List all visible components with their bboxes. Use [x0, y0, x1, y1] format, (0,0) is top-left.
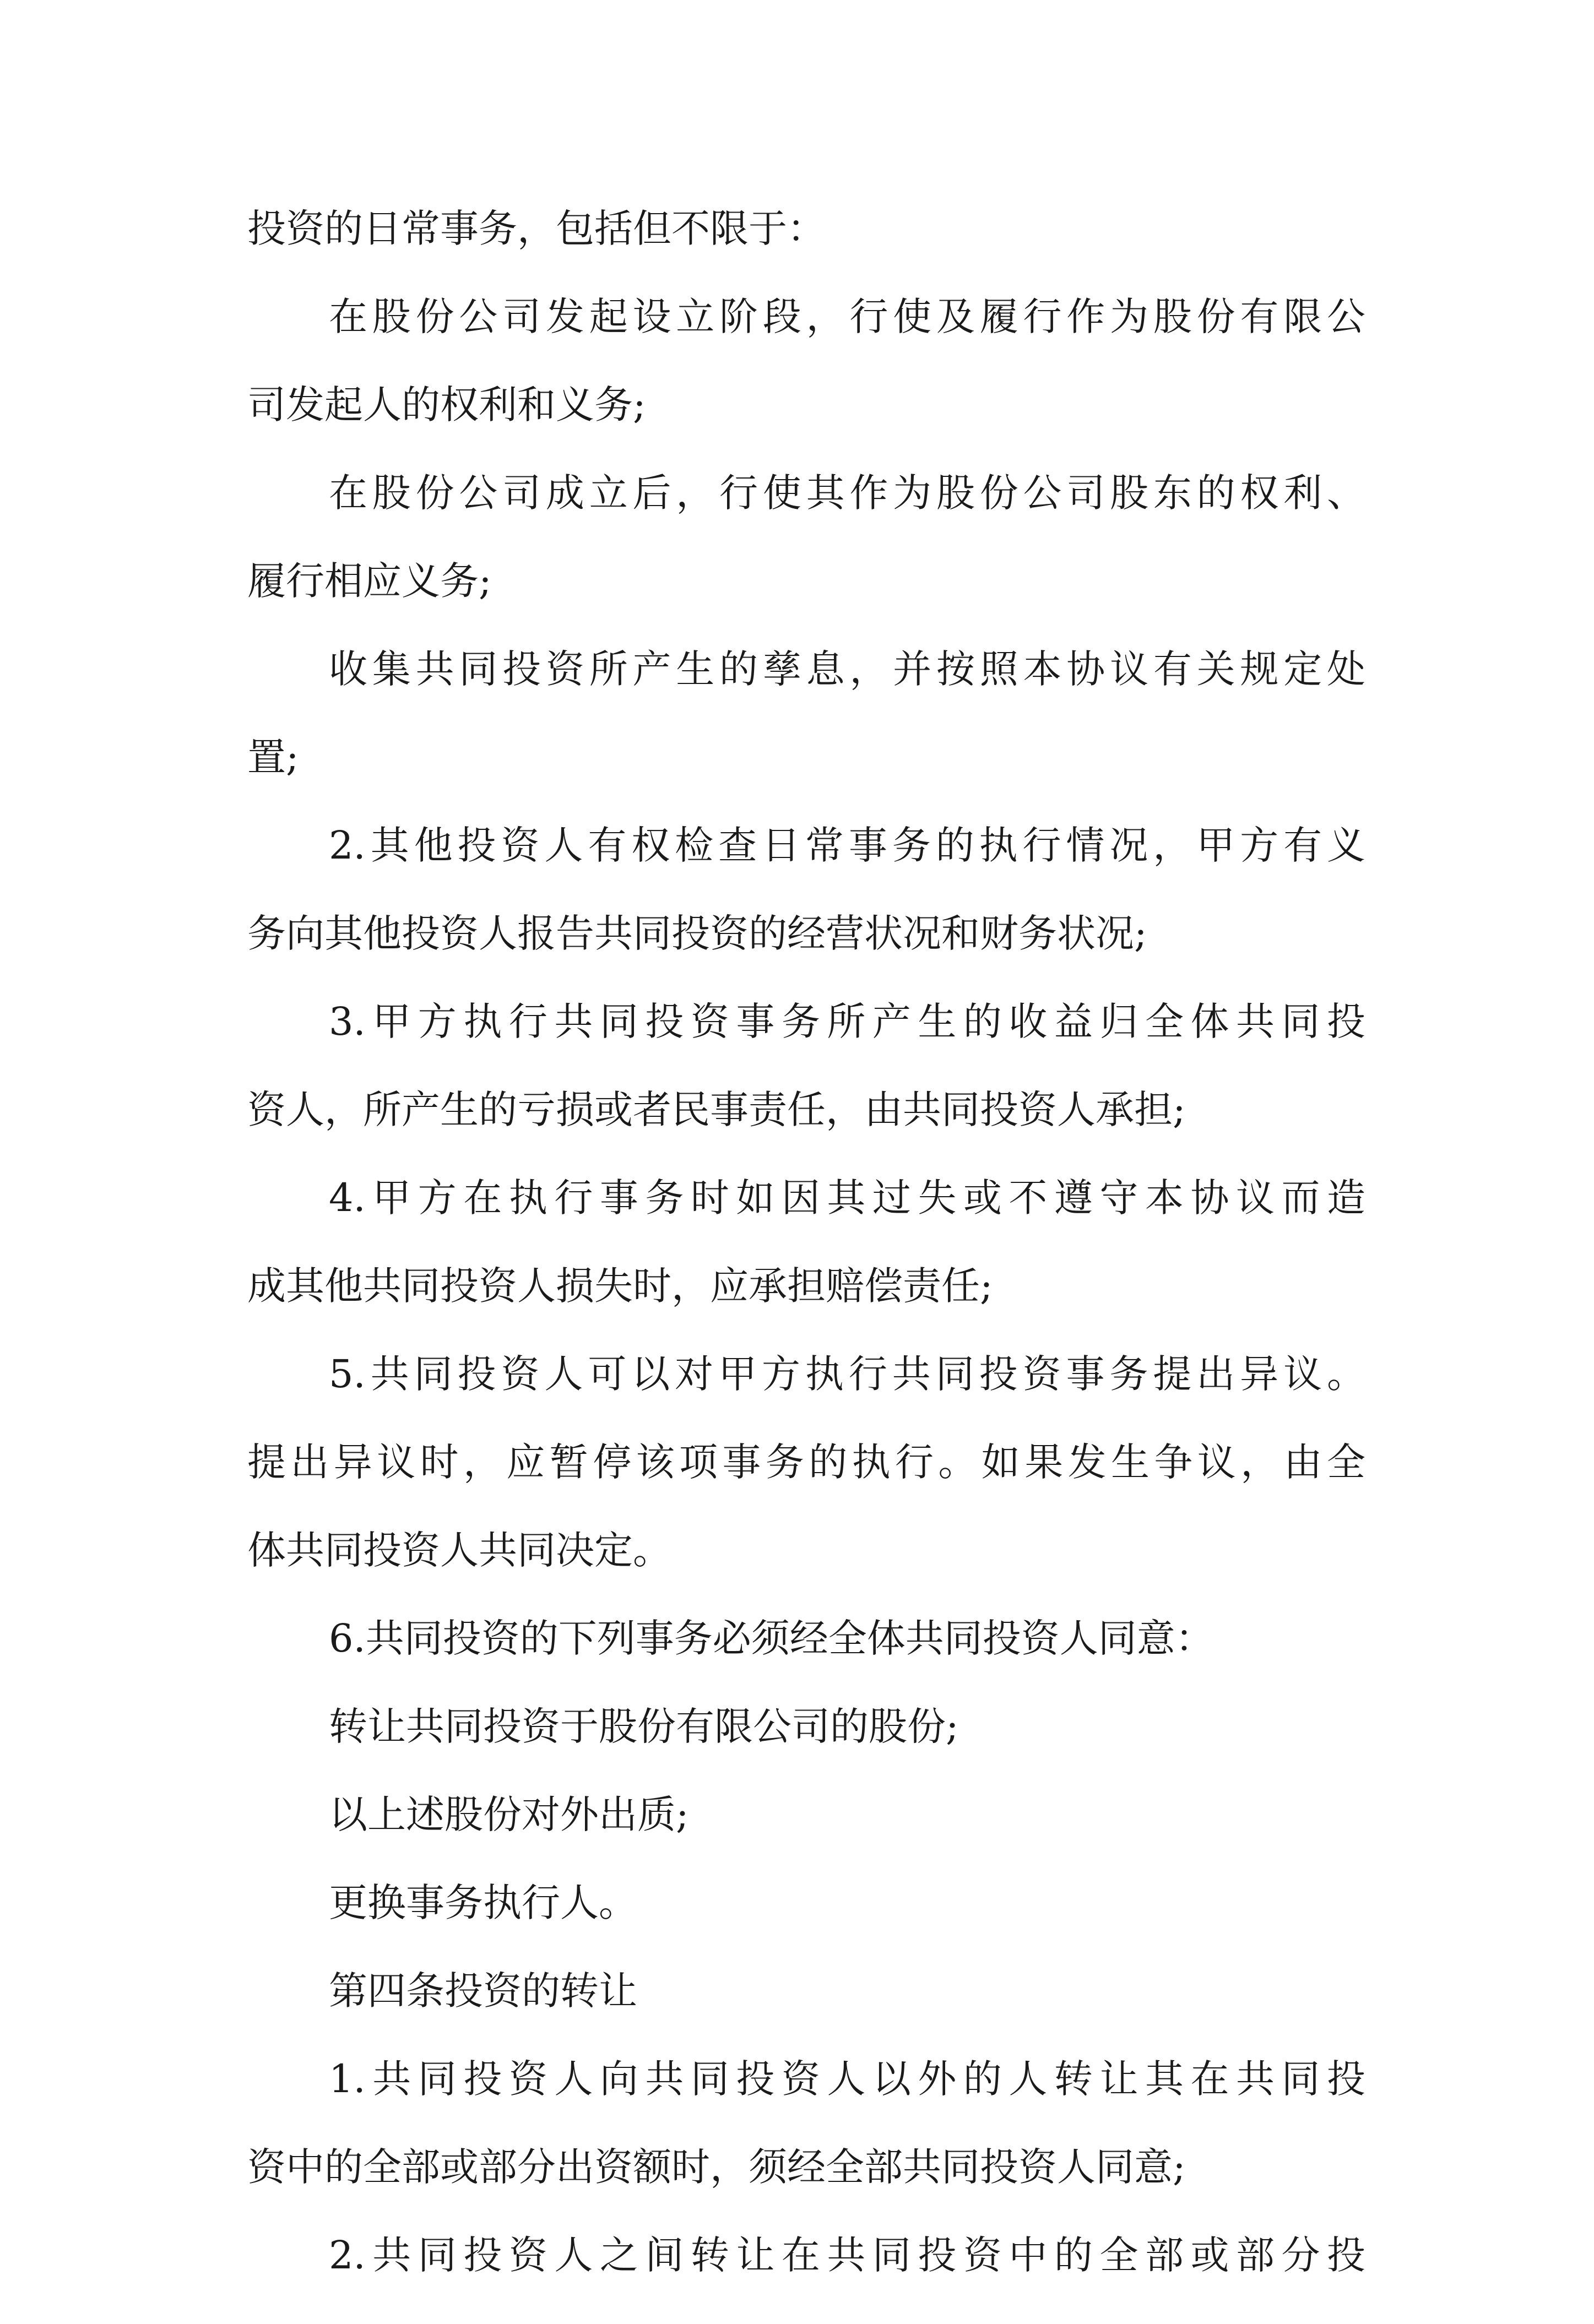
- text-line: 投资的日常事务，包括但不限于：: [247, 206, 826, 251]
- text-line: 更换事务执行人。: [329, 1880, 637, 1925]
- text-line: 资人，所产生的亏损或者民事责任，由共同投资人承担;: [247, 1087, 1186, 1132]
- text-line: 5.共同投资人可以对甲方执行共同投资事务提出异议。: [329, 1351, 1365, 1397]
- text-line: 体共同投资人共同决定。: [247, 1528, 671, 1573]
- text-line: 司发起人的权利和义务;: [247, 382, 646, 427]
- text-line: 第四条投资的转让: [329, 1968, 637, 2013]
- text-line: 转让共同投资于股份有限公司的股份;: [329, 1704, 959, 1749]
- text-line: 2.其他投资人有权检查日常事务的执行情况，甲方有义: [329, 823, 1365, 868]
- text-line: 在股份公司发起设立阶段，行使及履行作为股份有限公: [329, 294, 1365, 339]
- text-line: 提出异议时，应暂停该项事务的执行。如果发生争议，由全: [247, 1440, 1365, 1485]
- text-line: 3.甲方执行共同投资事务所产生的收益归全体共同投: [329, 999, 1365, 1044]
- text-line: 2.共同投资人之间转让在共同投资中的全部或部分投: [329, 2233, 1365, 2278]
- text-line: 以上述股份对外出质;: [329, 1792, 689, 1837]
- text-line: 收集共同投资所产生的孳息，并按照本协议有关规定处: [329, 647, 1365, 692]
- text-line: 置;: [247, 735, 299, 780]
- text-line: 务向其他投资人报告共同投资的经营状况和财务状况;: [247, 911, 1147, 956]
- text-line: 1.共同投资人向共同投资人以外的人转让其在共同投: [329, 2056, 1365, 2102]
- text-line: 履行相应义务;: [247, 558, 492, 604]
- document-body: [247, 206, 1365, 2324]
- text-line: 成其他共同投资人损失时，应承担赔偿责任;: [247, 1263, 993, 1308]
- text-line: 6.共同投资的下列事务必须经全体共同投资人同意：: [329, 1616, 1214, 1661]
- text-line: 4.甲方在执行事务时如因其过失或不遵守本协议而造: [329, 1175, 1365, 1220]
- text-line: 资中的全部或部分出资额时，须经全部共同投资人同意;: [247, 2144, 1186, 2190]
- text-line: 在股份公司成立后，行使其作为股份公司股东的权利、: [329, 470, 1365, 515]
